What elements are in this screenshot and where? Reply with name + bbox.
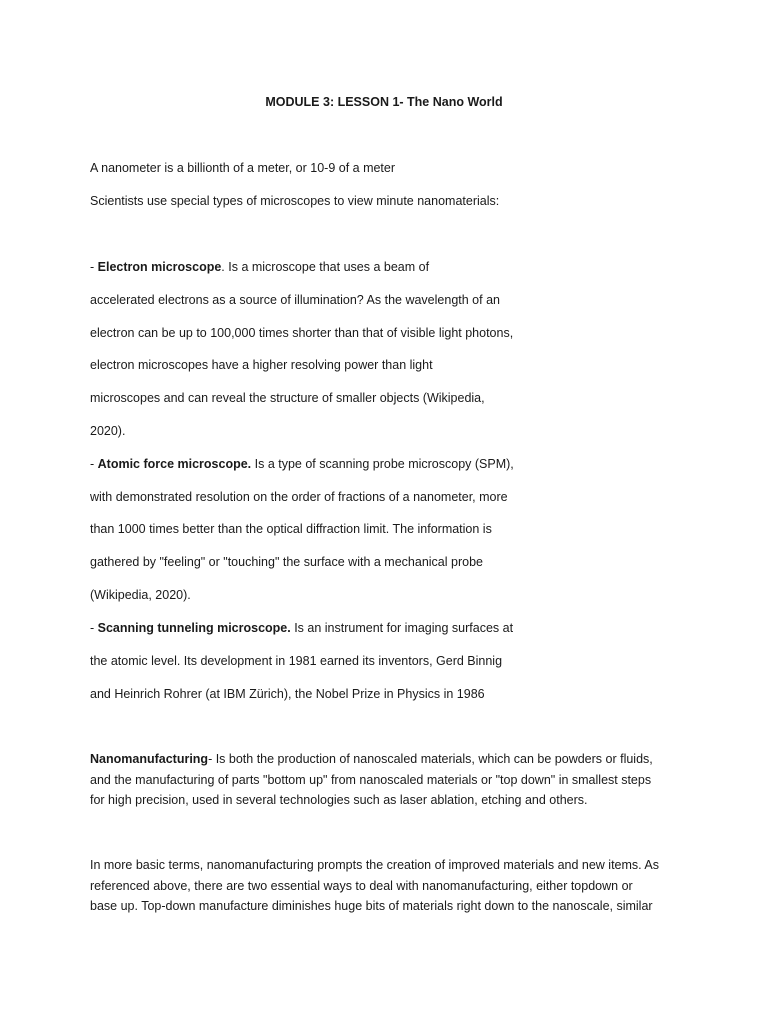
afm-first-line [90, 456, 514, 472]
electron-first-line [90, 259, 429, 275]
nanomanufacturing-paragraph [90, 749, 690, 811]
electron-prefix: - [90, 260, 98, 274]
nanomanufacturing-line: and the manufacturing of parts "bottom up" from nanoscaled materials or "top down" in smallest steps [90, 772, 652, 787]
electron-line: 2020). [90, 424, 126, 438]
afm-line: with demonstrated resolution on the order of fractions of a nanometer, more [90, 490, 508, 504]
stm-term: Scanning tunneling microscope. [97, 621, 291, 635]
afm-prefix: - [90, 457, 98, 471]
nanomanufacturing-term: Nanomanufacturing [90, 752, 209, 766]
electron-line: electron microscopes have a higher resolving power than light [90, 358, 433, 372]
electron-term: Electron microscope [97, 260, 222, 274]
basic-line: referenced above, there are two essential ways to deal with nanomanufacturing, either topdown or [90, 878, 633, 893]
electron-line: microscopes and can reveal the structure of smaller objects (Wikipedia, [90, 391, 485, 405]
stm-prefix: - [90, 621, 98, 635]
afm-line: gathered by "feeling" or "touching" the surface with a mechanical probe [90, 555, 483, 569]
nanomanufacturing-first-line [90, 749, 690, 770]
intro-line-2: Scientists use special types of microscopes to view minute nanomaterials: [90, 194, 500, 208]
electron-first-text: . Is a microscope that uses a beam of [221, 260, 430, 274]
basic-line: base up. Top-down manufacture diminishes huge bits of materials right down to the nanoscale, similar [90, 899, 653, 913]
stm-first-line [90, 620, 513, 636]
basic-terms-paragraph [90, 855, 690, 917]
stm-first-text: Is an instrument for imaging surfaces at [290, 621, 514, 635]
basic-line: In more basic terms, nanomanufacturing prompts the creation of improved materials and new items. As [90, 858, 660, 872]
nanomanufacturing-first-text: - Is both the production of nanoscaled materials, which can be powders or fluids, [208, 752, 653, 766]
afm-term: Atomic force microscope. [97, 457, 252, 471]
nanomanufacturing-line: for high precision, used in several technologies such as laser ablation, etching and others. [90, 793, 588, 807]
electron-line: electron can be up to 100,000 times shorter than that of visible light photons, [90, 326, 514, 340]
stm-line: the atomic level. Its development in 1981 earned its inventors, Gerd Binnig [90, 654, 503, 668]
stm-line: and Heinrich Rohrer (at IBM Zürich), the Nobel Prize in Physics in 1986 [90, 687, 485, 701]
afm-line: (Wikipedia, 2020). [90, 588, 191, 602]
afm-first-text: Is a type of scanning probe microscopy (SPM), [251, 457, 514, 471]
intro-line-1: A nanometer is a billionth of a meter, or 10-9 of a meter [90, 161, 396, 175]
afm-line: than 1000 times better than the optical diffraction limit. The information is [90, 522, 492, 536]
page-title: MODULE 3: LESSON 1- The Nano World [265, 95, 503, 109]
electron-line: accelerated electrons as a source of illumination? As the wavelength of an [90, 293, 500, 307]
